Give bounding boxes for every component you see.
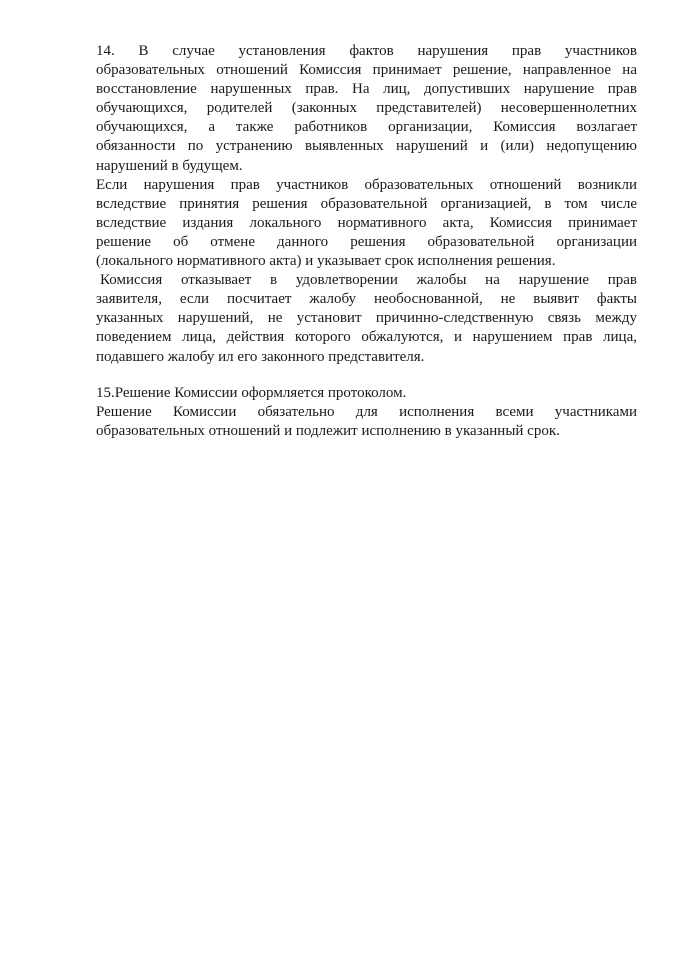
paragraph-14-continuation-1 (96, 176, 637, 271)
paragraph-14-line-7: нарушений в будущем. (96, 157, 243, 174)
paragraph-14c1-line-5: (локального нормативного акта) и указывает срок исполнения решения. (96, 253, 556, 270)
paragraph-15c-line-1: Решение Комиссии обязательно для исполнения всеми участниками (96, 403, 637, 420)
paragraph-14c2-line-3: указанных нарушений, не установит причинно-следственную связь между (96, 310, 637, 327)
paragraph-14-line-2: образовательных отношений Комиссия принимает решение, направленное на (96, 62, 637, 79)
paragraph-14-line-1: 14. В случае установления фактов нарушения прав участников (96, 43, 637, 59)
paragraph-14-line-5: обучающихся, а также работников организации, Комиссия возлагает (96, 119, 637, 136)
paragraph-15-continuation (96, 403, 637, 441)
paragraph-14c2-line-5: подавшего жалобу ил его законного представителя. (96, 348, 425, 365)
paragraph-14 (96, 42, 637, 176)
paragraph-14c1-line-3: вследствие издания локального нормативного акта, Комиссия принимает (96, 214, 637, 231)
paragraph-15 (96, 384, 637, 403)
paragraph-14c1-line-1: Если нарушения прав участников образовательных отношений возникли (96, 176, 637, 193)
paragraph-14c2-line-1: Комиссия отказывает в удовлетворении жалобы на нарушение прав (100, 272, 637, 289)
paragraph-14-line-3: восстановление нарушенных прав. На лиц, допустивших нарушение прав (96, 81, 637, 98)
paragraph-15c-line-2: образовательных отношений и подлежит исполнению в указанный срок. (96, 422, 560, 439)
paragraph-14c1-line-2: вследствие принятия решения образовательной организацией, в том числе (96, 195, 637, 212)
paragraph-14-line-6: обязанности по устранению выявленных нарушений и (или) недопущению (96, 138, 637, 155)
document-text-block (96, 42, 637, 441)
paragraph-15-line-1: 15.Решение Комиссии оформляется протоколом. (96, 384, 407, 401)
paragraph-14-continuation-2 (96, 271, 637, 366)
paragraph-14c1-line-4: решение об отмене данного решения образовательной организации (96, 233, 637, 250)
paragraph-14-line-4: обучающихся, родителей (законных представителей) несовершеннолетних (96, 100, 637, 117)
paragraph-spacer (96, 367, 637, 384)
paragraph-14c2-line-4: поведением лица, действия которого обжалуются, и нарушением прав лица, (96, 329, 637, 346)
paragraph-14c2-line-2: заявителя, если посчитает жалобу необоснованной, не выявит факты (96, 291, 637, 308)
